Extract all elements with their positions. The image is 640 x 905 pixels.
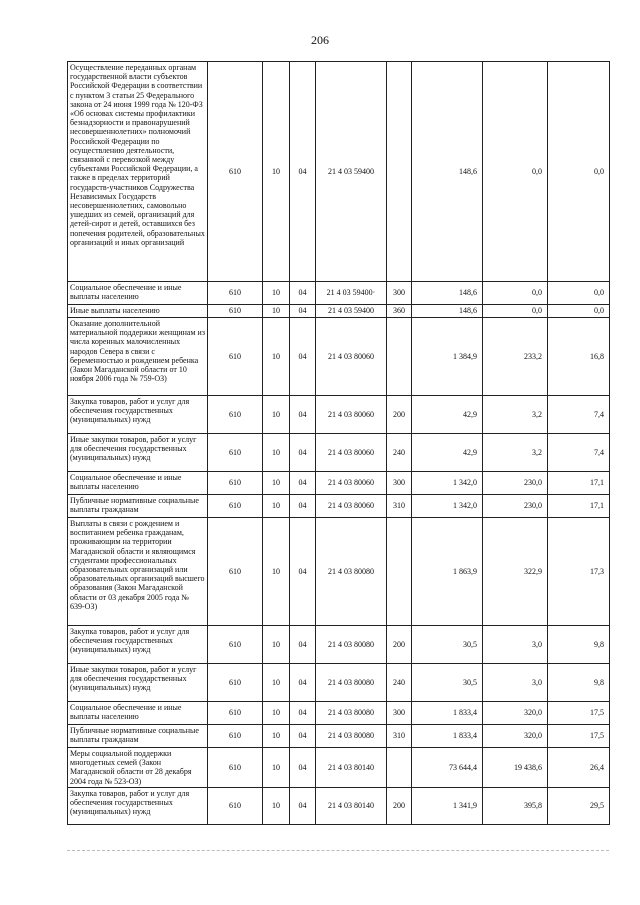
cell-grbs: 610 <box>208 702 263 725</box>
cell-grbs: 610 <box>208 396 263 434</box>
table-row <box>68 518 610 626</box>
cell-c1: 230,0 <box>483 495 548 518</box>
cell-pr: 04 <box>290 518 316 626</box>
cell-c1: 320,0 <box>483 702 548 725</box>
cell-csr: 21 4 03 80060 <box>316 396 387 434</box>
budget-table <box>67 61 610 825</box>
cell-rz: 10 <box>263 434 290 472</box>
table-row <box>68 472 610 495</box>
cell-csr: 21 4 03 80060 <box>316 472 387 495</box>
cell-name: Оказание дополнительной материальной поддержки женщинам из числа коренных малочисленных народов Севера в связи с беременностью и рождением ребенка (Закон Магаданской области от 10 ноября 2006 года № 759-ОЗ) <box>68 318 208 396</box>
cell-rz: 10 <box>263 305 290 318</box>
table-row <box>68 434 610 472</box>
cell-c2: 17,1 <box>548 495 610 518</box>
cell-c2: 0,0 <box>548 305 610 318</box>
cell-name: Меры социальной поддержки многодетных семей (Закон Магаданской области от 28 декабря 2004 года № 523-ОЗ) <box>68 748 208 788</box>
cell-sum: 30,5 <box>412 664 483 702</box>
cell-c2: 7,4 <box>548 396 610 434</box>
cell-grbs: 610 <box>208 626 263 664</box>
cell-rz: 10 <box>263 495 290 518</box>
cell-name: Закупка товаров, работ и услуг для обеспечения государственных (муниципальных) нужд <box>68 626 208 664</box>
cell-rz: 10 <box>263 725 290 748</box>
cell-vr: 300 <box>387 282 412 305</box>
cell-pr: 04 <box>290 626 316 664</box>
cell-c2: 9,8 <box>548 626 610 664</box>
cell-c2: 17,5 <box>548 702 610 725</box>
cell-c1: 3,0 <box>483 626 548 664</box>
cell-c2: 0,0 <box>548 62 610 282</box>
cell-vr: 200 <box>387 787 412 824</box>
table-row <box>68 318 610 396</box>
table-row <box>68 495 610 518</box>
cell-csr: 21 4 03 80080 <box>316 702 387 725</box>
cell-name: Социальное обеспечение и иные выплаты населению <box>68 282 208 305</box>
cell-grbs: 610 <box>208 62 263 282</box>
cell-name: Социальное обеспечение и иные выплаты населению <box>68 472 208 495</box>
cell-sum: 1 833,4 <box>412 725 483 748</box>
cell-pr: 04 <box>290 748 316 788</box>
cell-rz: 10 <box>263 282 290 305</box>
cell-rz: 10 <box>263 702 290 725</box>
cell-grbs: 610 <box>208 725 263 748</box>
cell-vr: 200 <box>387 626 412 664</box>
cell-grbs: 610 <box>208 318 263 396</box>
cell-name: Иные закупки товаров, работ и услуг для обеспечения государственных (муниципальных) нужд <box>68 664 208 702</box>
footer-divider <box>67 850 609 851</box>
cell-rz: 10 <box>263 787 290 824</box>
table-row <box>68 305 610 318</box>
cell-pr: 04 <box>290 282 316 305</box>
table-row <box>68 62 610 282</box>
cell-c2: 29,5 <box>548 787 610 824</box>
cell-c2: 7,4 <box>548 434 610 472</box>
cell-sum: 1 384,9 <box>412 318 483 396</box>
cell-csr: 21 4 03 80140 <box>316 787 387 824</box>
cell-c1: 0,0 <box>483 282 548 305</box>
cell-name: Публичные нормативные социальные выплаты гражданам <box>68 495 208 518</box>
cell-csr: 21 4 03 80060 <box>316 495 387 518</box>
cell-pr: 04 <box>290 472 316 495</box>
cell-csr: 21 4 03 80140 <box>316 748 387 788</box>
page-number: 206 <box>311 33 329 47</box>
cell-csr: 21 4 03 80080 <box>316 518 387 626</box>
cell-rz: 10 <box>263 472 290 495</box>
cell-c2: 26,4 <box>548 748 610 788</box>
cell-c1: 395,8 <box>483 787 548 824</box>
cell-pr: 04 <box>290 318 316 396</box>
cell-grbs: 610 <box>208 434 263 472</box>
cell-c2: 17,3 <box>548 518 610 626</box>
cell-csr: 21 4 03 80080 <box>316 626 387 664</box>
table-row <box>68 282 610 305</box>
table-body <box>68 62 610 825</box>
cell-c1: 0,0 <box>483 62 548 282</box>
cell-pr: 04 <box>290 702 316 725</box>
cell-sum: 148,6 <box>412 62 483 282</box>
cell-sum: 42,9 <box>412 396 483 434</box>
cell-name: Публичные нормативные социальные выплаты гражданам <box>68 725 208 748</box>
cell-pr: 04 <box>290 495 316 518</box>
cell-sum: 1 342,0 <box>412 472 483 495</box>
cell-c2: 17,5 <box>548 725 610 748</box>
cell-grbs: 610 <box>208 282 263 305</box>
cell-grbs: 610 <box>208 518 263 626</box>
table-row <box>68 787 610 824</box>
cell-name: Закупка товаров, работ и услуг для обеспечения государственных (муниципальных) нужд <box>68 787 208 824</box>
table-row <box>68 626 610 664</box>
cell-vr: 360 <box>387 305 412 318</box>
cell-pr: 04 <box>290 62 316 282</box>
cell-grbs: 610 <box>208 664 263 702</box>
cell-pr: 04 <box>290 396 316 434</box>
cell-sum: 73 644,4 <box>412 748 483 788</box>
cell-pr: 04 <box>290 305 316 318</box>
cell-c2: 16,8 <box>548 318 610 396</box>
cell-c1: 230,0 <box>483 472 548 495</box>
cell-c1: 233,2 <box>483 318 548 396</box>
cell-pr: 04 <box>290 725 316 748</box>
cell-c1: 3,2 <box>483 396 548 434</box>
cell-csr: 21 4 03 59400 <box>316 305 387 318</box>
cell-c1: 19 438,6 <box>483 748 548 788</box>
cell-name: Осуществление переданных органам государственной власти субъектов Российской Федерации в соответствии с пунктом 3 статьи 25 Федерального закона от 24 июня 1999 года № 120-ФЗ «Об основах системы профилактики безнадзорности и правонарушений несовершеннолетних» полномочий Российской Федерации по осуществлению деятельности, связанной с перевозкой между субъектами Российской Федерации, а также в пределах территорий государств-участников Содружества Независимых Государств несовершеннолетних, самовольно ушедших из семей, организаций для детей-сирот и детей, оставшихся без попечения родителей, образовательных организаций и иных организаций <box>68 62 208 282</box>
cell-pr: 04 <box>290 787 316 824</box>
cell-sum: 148,6 <box>412 282 483 305</box>
cell-c1: 322,9 <box>483 518 548 626</box>
cell-vr: 300 <box>387 472 412 495</box>
cell-vr <box>387 318 412 396</box>
cell-name: Социальное обеспечение и иные выплаты населению <box>68 702 208 725</box>
cell-c1: 3,2 <box>483 434 548 472</box>
cell-c2: 17,1 <box>548 472 610 495</box>
table-row <box>68 748 610 788</box>
cell-sum: 30,5 <box>412 626 483 664</box>
cell-name: Закупка товаров, работ и услуг для обеспечения государственных (муниципальных) нужд <box>68 396 208 434</box>
cell-c2: 0,0 <box>548 282 610 305</box>
cell-vr <box>387 62 412 282</box>
cell-sum: 1 833,4 <box>412 702 483 725</box>
cell-name: Иные выплаты населению <box>68 305 208 318</box>
cell-c1: 3,0 <box>483 664 548 702</box>
cell-vr: 310 <box>387 725 412 748</box>
cell-sum: 42,9 <box>412 434 483 472</box>
cell-grbs: 610 <box>208 748 263 788</box>
cell-c2: 9,8 <box>548 664 610 702</box>
cell-sum: 148,6 <box>412 305 483 318</box>
cell-sum: 1 863,9 <box>412 518 483 626</box>
cell-vr: 310 <box>387 495 412 518</box>
cell-csr: 21 4 03 80080 <box>316 664 387 702</box>
cell-vr <box>387 518 412 626</box>
cell-grbs: 610 <box>208 305 263 318</box>
cell-csr: 21 4 03 80080 <box>316 725 387 748</box>
cell-rz: 10 <box>263 318 290 396</box>
cell-vr: 240 <box>387 664 412 702</box>
cell-vr <box>387 748 412 788</box>
cell-rz: 10 <box>263 748 290 788</box>
cell-csr: 21 4 03 59400 <box>316 62 387 282</box>
cell-name: Выплаты в связи с рождением и воспитанием ребенка гражданам, проживающим на территории Магаданской области и являющимся студентами профессиональных образовательных организаций или образовательных организаций высшего образования (Закон Магаданской области от 03 декабря 2005 года № 639-ОЗ) <box>68 518 208 626</box>
cell-grbs: 610 <box>208 787 263 824</box>
cell-sum: 1 341,9 <box>412 787 483 824</box>
table-row <box>68 664 610 702</box>
cell-rz: 10 <box>263 626 290 664</box>
cell-rz: 10 <box>263 664 290 702</box>
table-row <box>68 702 610 725</box>
cell-rz: 10 <box>263 518 290 626</box>
cell-sum: 1 342,0 <box>412 495 483 518</box>
table-row <box>68 396 610 434</box>
cell-csr: 21 4 03 80060 <box>316 434 387 472</box>
cell-rz: 10 <box>263 62 290 282</box>
cell-pr: 04 <box>290 434 316 472</box>
cell-grbs: 610 <box>208 472 263 495</box>
cell-vr: 300 <box>387 702 412 725</box>
table-row <box>68 725 610 748</box>
cell-grbs: 610 <box>208 495 263 518</box>
cell-vr: 240 <box>387 434 412 472</box>
cell-name: Иные закупки товаров, работ и услуг для обеспечения государственных (муниципальных) нужд <box>68 434 208 472</box>
cell-csr: 21 4 03 59400· <box>316 282 387 305</box>
cell-pr: 04 <box>290 664 316 702</box>
cell-csr: 21 4 03 80060 <box>316 318 387 396</box>
cell-rz: 10 <box>263 396 290 434</box>
cell-vr: 200 <box>387 396 412 434</box>
cell-c1: 0,0 <box>483 305 548 318</box>
cell-c1: 320,0 <box>483 725 548 748</box>
